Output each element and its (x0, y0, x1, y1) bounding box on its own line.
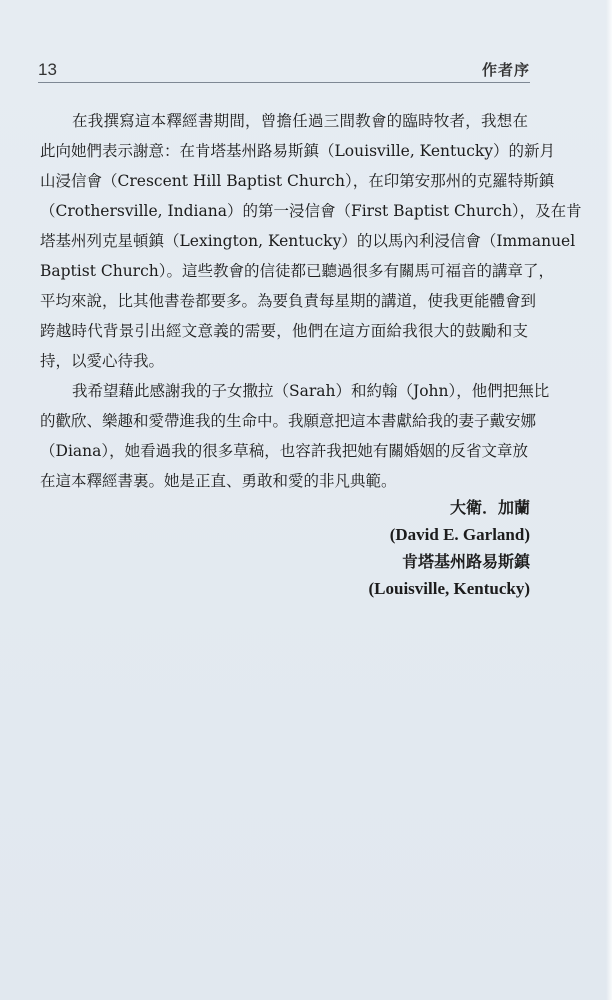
author-name-chinese: 大衛．加蘭 (449, 498, 530, 517)
text-line: 跨越時代背景引出經文意義的需要，他們在這方面給我很大的鼓勵和支 (40, 322, 528, 340)
author-place-english: (Louisville, Kentucky) (368, 579, 530, 598)
text-line: 在這本釋經書裏。她是正直、勇敢和愛的非凡典範。 (40, 472, 397, 490)
preface-body (40, 106, 582, 496)
paragraph-1 (40, 106, 582, 376)
text-line: 持，以愛心待我。 (40, 352, 165, 370)
paragraph-2 (40, 376, 550, 496)
text-line: 我希望藉此感謝我的子女撒拉（Sarah）和約翰（John），他們把無比 (72, 382, 550, 400)
author-name-english: (David E. Garland) (389, 525, 530, 544)
text-line: 山浸信會（Crescent Hill Baptist Church），在印第安那州的克羅特斯鎮 (40, 172, 555, 190)
page-header (38, 58, 530, 83)
text-line: （Diana），她看過我的很多草稿，也容許我把她有關婚姻的反省文章放 (40, 442, 528, 460)
author-place-chinese: 肯塔基州路易斯鎮 (401, 552, 530, 571)
running-head: 作者序 (481, 61, 530, 79)
text-line: 此向她們表示謝意：在肯塔基州路易斯鎮（Louisville, Kentucky）的新月 (40, 142, 556, 160)
text-line: 平均來說，比其他書卷都要多。為要負責每星期的講道，使我更能體會到 (40, 292, 537, 310)
page-edge (606, 0, 612, 1000)
page-number: 13 (38, 60, 57, 79)
text-line: Baptist Church）。這些教會的信徒都已聽過很多有關馬可福音的講章了， (40, 262, 554, 280)
author-signature (368, 494, 530, 602)
text-line: （Crothersville, Indiana）的第一浸信會（First Baptist Church），及在肯 (40, 202, 582, 220)
text-line: 在我撰寫這本釋經書期間，曾擔任過三間教會的臨時牧者，我想在 (72, 112, 528, 130)
text-line: 的歡欣、樂趣和愛帶進我的生命中。我願意把這本書獻給我的妻子戴安娜 (40, 412, 537, 430)
text-line: 塔基州列克星頓鎮（Lexington, Kentucky）的以馬內利浸信會（Immanuel (40, 232, 576, 250)
